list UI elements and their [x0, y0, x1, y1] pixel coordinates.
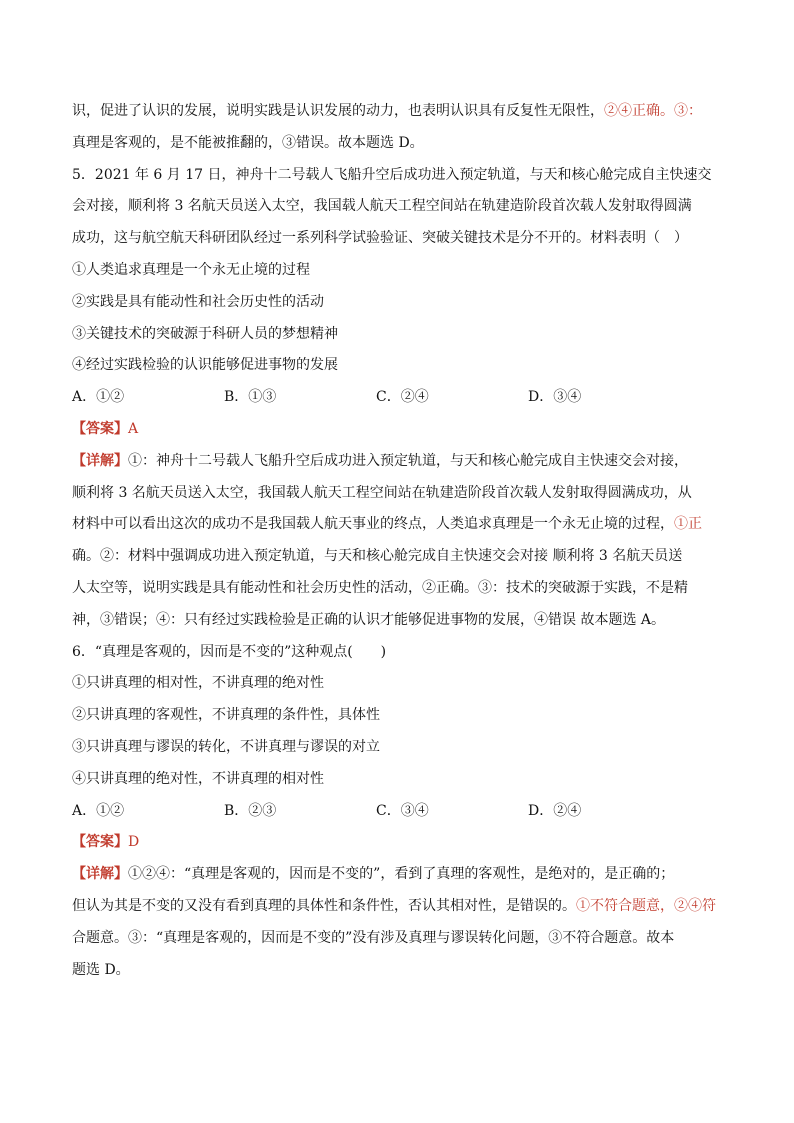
q5-item-4: ④经过实践检验的认识能够促进事物的发展: [72, 357, 338, 374]
prev-explanation-line-2: 真理是客观的，是不能被推翻的，③错误。故本题选 D。: [72, 134, 424, 151]
q6-detail-highlight: ①不符合题意，②④符: [576, 897, 716, 914]
q6-options: [72, 796, 740, 828]
q6-item-2: ②只讲真理的客观性，不讲真理的条件性，具体性: [72, 707, 380, 724]
q6-detail-text-2: 但认为其是不变的又没有看到真理的具体性和条件性，否认其相对性，是错误的。: [72, 897, 576, 914]
q5-detail-line-3: [72, 509, 740, 541]
q5-stem-line-2: 会对接，顺利将 3 名航天员送入太空，我国载人航天工程空间站在轨建造阶段首次载人发射取得圆满: [72, 198, 692, 215]
q5-detail-highlight: ①正: [674, 516, 702, 533]
q6-detail-line-3: 合题意。③：“真理是客观的，因而是不变的”没有涉及真理与谬误转化问题，③不符合题意。故本: [72, 929, 675, 946]
q5-detail-line-2: 顺利将 3 名航天员送入太空，我国载人航天工程空间站在轨建造阶段首次载人发射取得圆满成功，从: [72, 484, 692, 501]
q5-detail-text-3: 材料中可以看出这次的成功不是我国载人航天事业的终点，人类追求真理是一个永无止境的过程，: [72, 516, 674, 533]
q6-option-c: C．③④: [376, 802, 429, 819]
q5-stem-line-1: 5．2021 年 6 月 17 日，神舟十二号载人飞船升空后成功进入预定轨道，与天和核心舱完成自主快速交: [72, 166, 712, 183]
q6-item-4: ④只讲真理的绝对性，不讲真理的相对性: [72, 770, 324, 787]
prev-explanation-line-1: [72, 96, 740, 128]
q6-option-d: D．②④: [528, 802, 582, 819]
q5-detail-line-6: 神，③错误；④：只有经过实践检验是正确的认识才能够促进事物的发展，④错误 故本题选 A。: [72, 611, 666, 628]
q6-detail-line-4: 题选 D。: [72, 961, 130, 978]
q5-option-d: D．③④: [528, 389, 582, 406]
prev-explanation-highlight: ②④正确。③：: [604, 103, 702, 119]
q5-detail-line-4: 确。②：材料中强调成功进入预定轨道，与天和核心舱完成自主快速交会对接 顺利将 3 名航天员送: [72, 548, 683, 565]
q6-detail-text-1: ①②④：“真理是客观的，因而是不变的”，看到了真理的客观性，是绝对的，是正确的；: [128, 866, 675, 883]
q5-option-c: C．②④: [376, 389, 429, 406]
q5-option-a: A．①②: [72, 389, 125, 406]
q5-answer-tag: 【答案】: [72, 420, 128, 437]
q6-answer: [72, 827, 740, 859]
q6-answer-tag: 【答案】: [72, 834, 128, 851]
q5-detail-line-1: [72, 446, 740, 478]
prev-explanation-text: 识，促进了认识的发展，说明实践是认识发展的动力，也表明认识具有反复性无限性，: [72, 103, 604, 119]
q6-detail-tag: 【详解】: [72, 866, 128, 883]
q5-item-3: ③关键技术的突破源于科研人员的梦想精神: [72, 325, 338, 342]
q6-detail-line-1: [72, 859, 740, 891]
q5-stem-line-3: 成功，这与航空航天科研团队经过一系列科学试验验证、突破关键技术是分不开的。材料表明（ ）: [72, 230, 688, 247]
q6-item-1: ①只讲真理的相对性，不讲真理的绝对性: [72, 675, 324, 692]
q5-options: [72, 382, 740, 414]
q5-answer-value: A: [128, 420, 139, 437]
q5-detail-line-5: 人太空等，说明实践是具有能动性和社会历史性的活动，②正确。③：技术的突破源于实践，不是精: [72, 579, 688, 596]
q5-detail-tag: 【详解】: [72, 452, 128, 469]
q6-option-b: B．②③: [224, 802, 277, 819]
q5-option-b: B．①③: [224, 389, 277, 406]
q6-answer-value: D: [128, 834, 140, 851]
q6-option-a: A．①②: [72, 802, 125, 819]
q5-item-1: ①人类追求真理是一个永无止境的过程: [72, 261, 310, 278]
q5-detail-text-1: ①：神舟十二号载人飞船升空后成功进入预定轨道，与天和核心舱完成自主快速交会对接，: [128, 452, 688, 469]
q5-item-2: ②实践是具有能动性和社会历史性的活动: [72, 293, 324, 310]
q6-item-3: ③只讲真理与谬误的转化，不讲真理与谬误的对立: [72, 738, 380, 755]
q5-answer: [72, 414, 740, 446]
q6-detail-line-2: [72, 891, 740, 923]
q6-stem: 6．“真理是客观的，因而是不变的”这种观点( ): [72, 643, 387, 660]
